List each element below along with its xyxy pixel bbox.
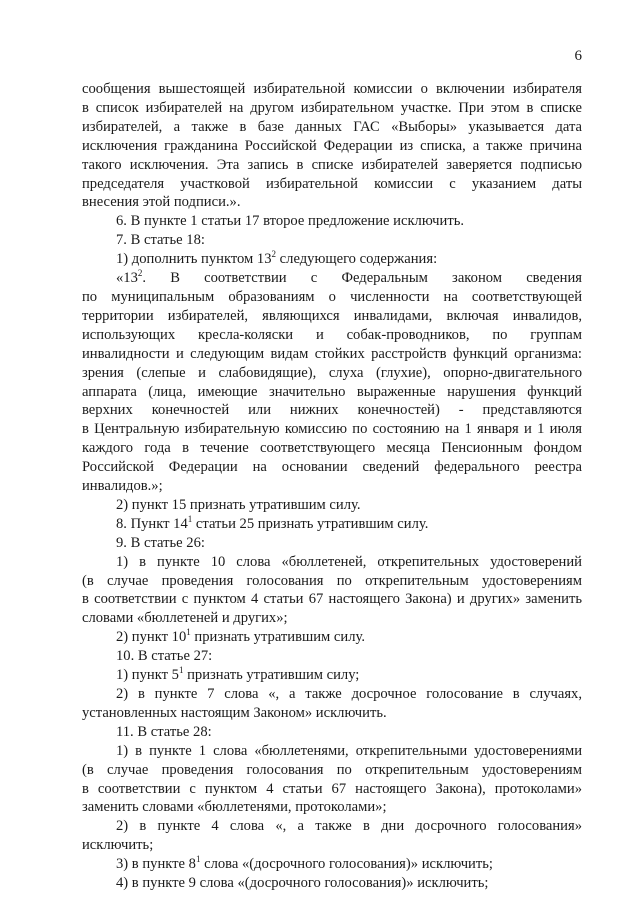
- text-line: [82, 628, 582, 647]
- text-line-main: 2) пункт 10: [116, 629, 187, 646]
- text-line: [82, 307, 582, 326]
- text-line-main: в соответствии с пунктом 4 статьи 67 настоящего Закона), протоколами»: [82, 780, 582, 797]
- superscript: 1: [187, 514, 193, 524]
- text-line: [82, 288, 582, 307]
- text-line-main: территории избирателей, являющихся инвалидами, включая инвалидов,: [82, 307, 582, 324]
- text-line: [82, 780, 582, 799]
- text-line: [82, 156, 582, 175]
- superscript: 2: [271, 250, 277, 260]
- text-line-main: зрения (слепые и слабовидящие), слуха (глухие), опорно-двигательного: [82, 364, 582, 381]
- text-line: [82, 742, 582, 761]
- text-line-main: избирателей, а также в базе данных ГАС «Выборы» указывается дата: [82, 118, 582, 135]
- text-line-main: 4) в пункте 9 слова «(досрочного голосования)» исключить;: [116, 875, 489, 892]
- text-line-main: 10. В статье 27:: [116, 648, 213, 665]
- text-line: [82, 855, 582, 874]
- document-body: [82, 80, 582, 893]
- text-line: [82, 326, 582, 345]
- text-line: [82, 477, 582, 496]
- text-line: [82, 364, 582, 383]
- text-line-main: в список избирателей на другом избирательном участке. При этом в списке: [82, 99, 582, 116]
- text-line-main: 7. В статье 18:: [116, 232, 205, 249]
- text-line-tail: признать утратившим силу.: [190, 629, 365, 646]
- text-line: [82, 836, 582, 855]
- text-line-main: председателя участковой избирательной комиссии с указанием даты: [82, 175, 582, 192]
- text-line-main: исключения гражданина Российской Федерации из списка, а также причина: [82, 137, 582, 154]
- text-line-main: сообщения вышестоящей избирательной комиссии о включении избирателя: [82, 81, 582, 97]
- text-line: [82, 553, 582, 572]
- text-line-main: 2) пункт 15 признать утратившим силу.: [116, 496, 361, 513]
- text-line-main: верхних конечностей или нижних конечностей) - представляются: [82, 402, 582, 419]
- text-line-main: 1) в пункте 10 слова «бюллетеней, открепительных удостоверений: [116, 553, 582, 570]
- text-line: [82, 666, 582, 685]
- text-line-main: инвалидов.»;: [82, 478, 163, 495]
- text-line-main: заменить словами «бюллетенями, протоколами»;: [82, 799, 387, 816]
- superscript: 1: [195, 855, 201, 865]
- text-line-main: 9. В статье 26:: [116, 534, 205, 551]
- text-line: [82, 175, 582, 194]
- text-line-main: 2) в пункте 7 слова «, а также досрочное голосование в случаях,: [116, 686, 582, 702]
- text-line-tail: следующего содержания:: [276, 251, 438, 268]
- text-line-main: использующих кресла-коляски и собак-проводников, по группам: [82, 326, 582, 343]
- text-line-main: 1) дополнить пунктом 13: [116, 251, 272, 268]
- text-line-tail: статьи 25 признать утратившим силу.: [192, 515, 429, 532]
- text-line-main: 1) пункт 5: [116, 667, 179, 684]
- text-line: [82, 572, 582, 591]
- text-line-main: такого исключения. Эта запись в списке избирателей заверяется подписью: [82, 156, 582, 173]
- text-line-main: установленных настоящим Законом» исключить.: [82, 704, 387, 721]
- text-line: [82, 212, 582, 231]
- text-line: [82, 99, 582, 118]
- text-line: [82, 685, 582, 704]
- text-line-main: 6. В пункте 1 статьи 17 второе предложение исключить.: [116, 213, 464, 230]
- text-line: [82, 723, 582, 742]
- text-line-tail: слова «(досрочного голосования)» исключить;: [200, 856, 493, 873]
- text-line-main: по муниципальным образованиям о численности на соответствующей: [82, 288, 582, 305]
- text-line: [82, 269, 582, 288]
- text-line: [82, 231, 582, 250]
- text-line: [82, 439, 582, 458]
- text-line-main: «13: [116, 270, 138, 287]
- text-line-main: 3) в пункте 8: [116, 856, 196, 873]
- text-line: [82, 515, 582, 534]
- text-line-main: Российской Федерации на основании сведений федерального реестра: [82, 459, 582, 476]
- text-line-main: (в случае проведения голосования по открепительным удостоверениям: [82, 761, 582, 778]
- text-line: [82, 817, 582, 836]
- text-line: [82, 496, 582, 515]
- text-line-main: в соответствии с пунктом 4 статьи 67 настоящего Закона) и других» заменить: [82, 591, 582, 608]
- text-line: [82, 118, 582, 137]
- page-number: 6: [574, 48, 582, 64]
- text-line-main: инвалидности и следующим видам стойких расстройств функций организма:: [82, 345, 582, 362]
- text-line: [82, 401, 582, 420]
- text-line: [82, 704, 582, 723]
- text-line: [82, 761, 582, 780]
- text-line: [82, 590, 582, 609]
- text-line-main: исключить;: [82, 837, 154, 854]
- text-line-main: аппарата (лица, имеющие значительно выраженные нарушения функций: [82, 383, 582, 400]
- text-line-main: в Центральную избирательную комиссию по состоянию на 1 января и 1 июля: [82, 421, 582, 438]
- text-line-tail: . В соответствии с Федеральным законом сведения: [142, 270, 582, 287]
- text-line: [82, 193, 582, 212]
- superscript: 1: [186, 628, 191, 638]
- text-line: [82, 250, 582, 269]
- text-line-main: 2) в пункте 4 слова «, а также в дни досрочного голосования»: [116, 818, 582, 835]
- superscript: 2: [137, 269, 143, 279]
- text-line-main: 11. В статье 28:: [116, 723, 212, 740]
- text-line: [82, 874, 582, 893]
- text-line: [82, 420, 582, 439]
- text-line-main: 1) в пункте 1 слова «бюллетенями, открепительными удостоверениями: [116, 742, 582, 759]
- text-line: [82, 647, 582, 666]
- text-line-main: 8. Пункт 14: [116, 515, 188, 532]
- text-line-main: каждого года в течение соответствующего месяца Пенсионным фондом: [82, 440, 582, 457]
- text-line-main: внесения этой подписи.».: [82, 194, 241, 211]
- text-line-tail: признать утратившим силу;: [183, 667, 360, 684]
- text-line: [82, 345, 582, 364]
- superscript: 1: [178, 666, 184, 676]
- text-line: [82, 609, 582, 628]
- text-line: [82, 137, 582, 156]
- text-line-main: (в случае проведения голосования по открепительным удостоверениям: [82, 572, 582, 589]
- text-line: [82, 798, 582, 817]
- text-line: [82, 80, 582, 99]
- text-line-main: словами «бюллетеней и других»;: [82, 610, 288, 627]
- text-line: [82, 534, 582, 553]
- text-line: [82, 383, 582, 402]
- text-line: [82, 458, 582, 477]
